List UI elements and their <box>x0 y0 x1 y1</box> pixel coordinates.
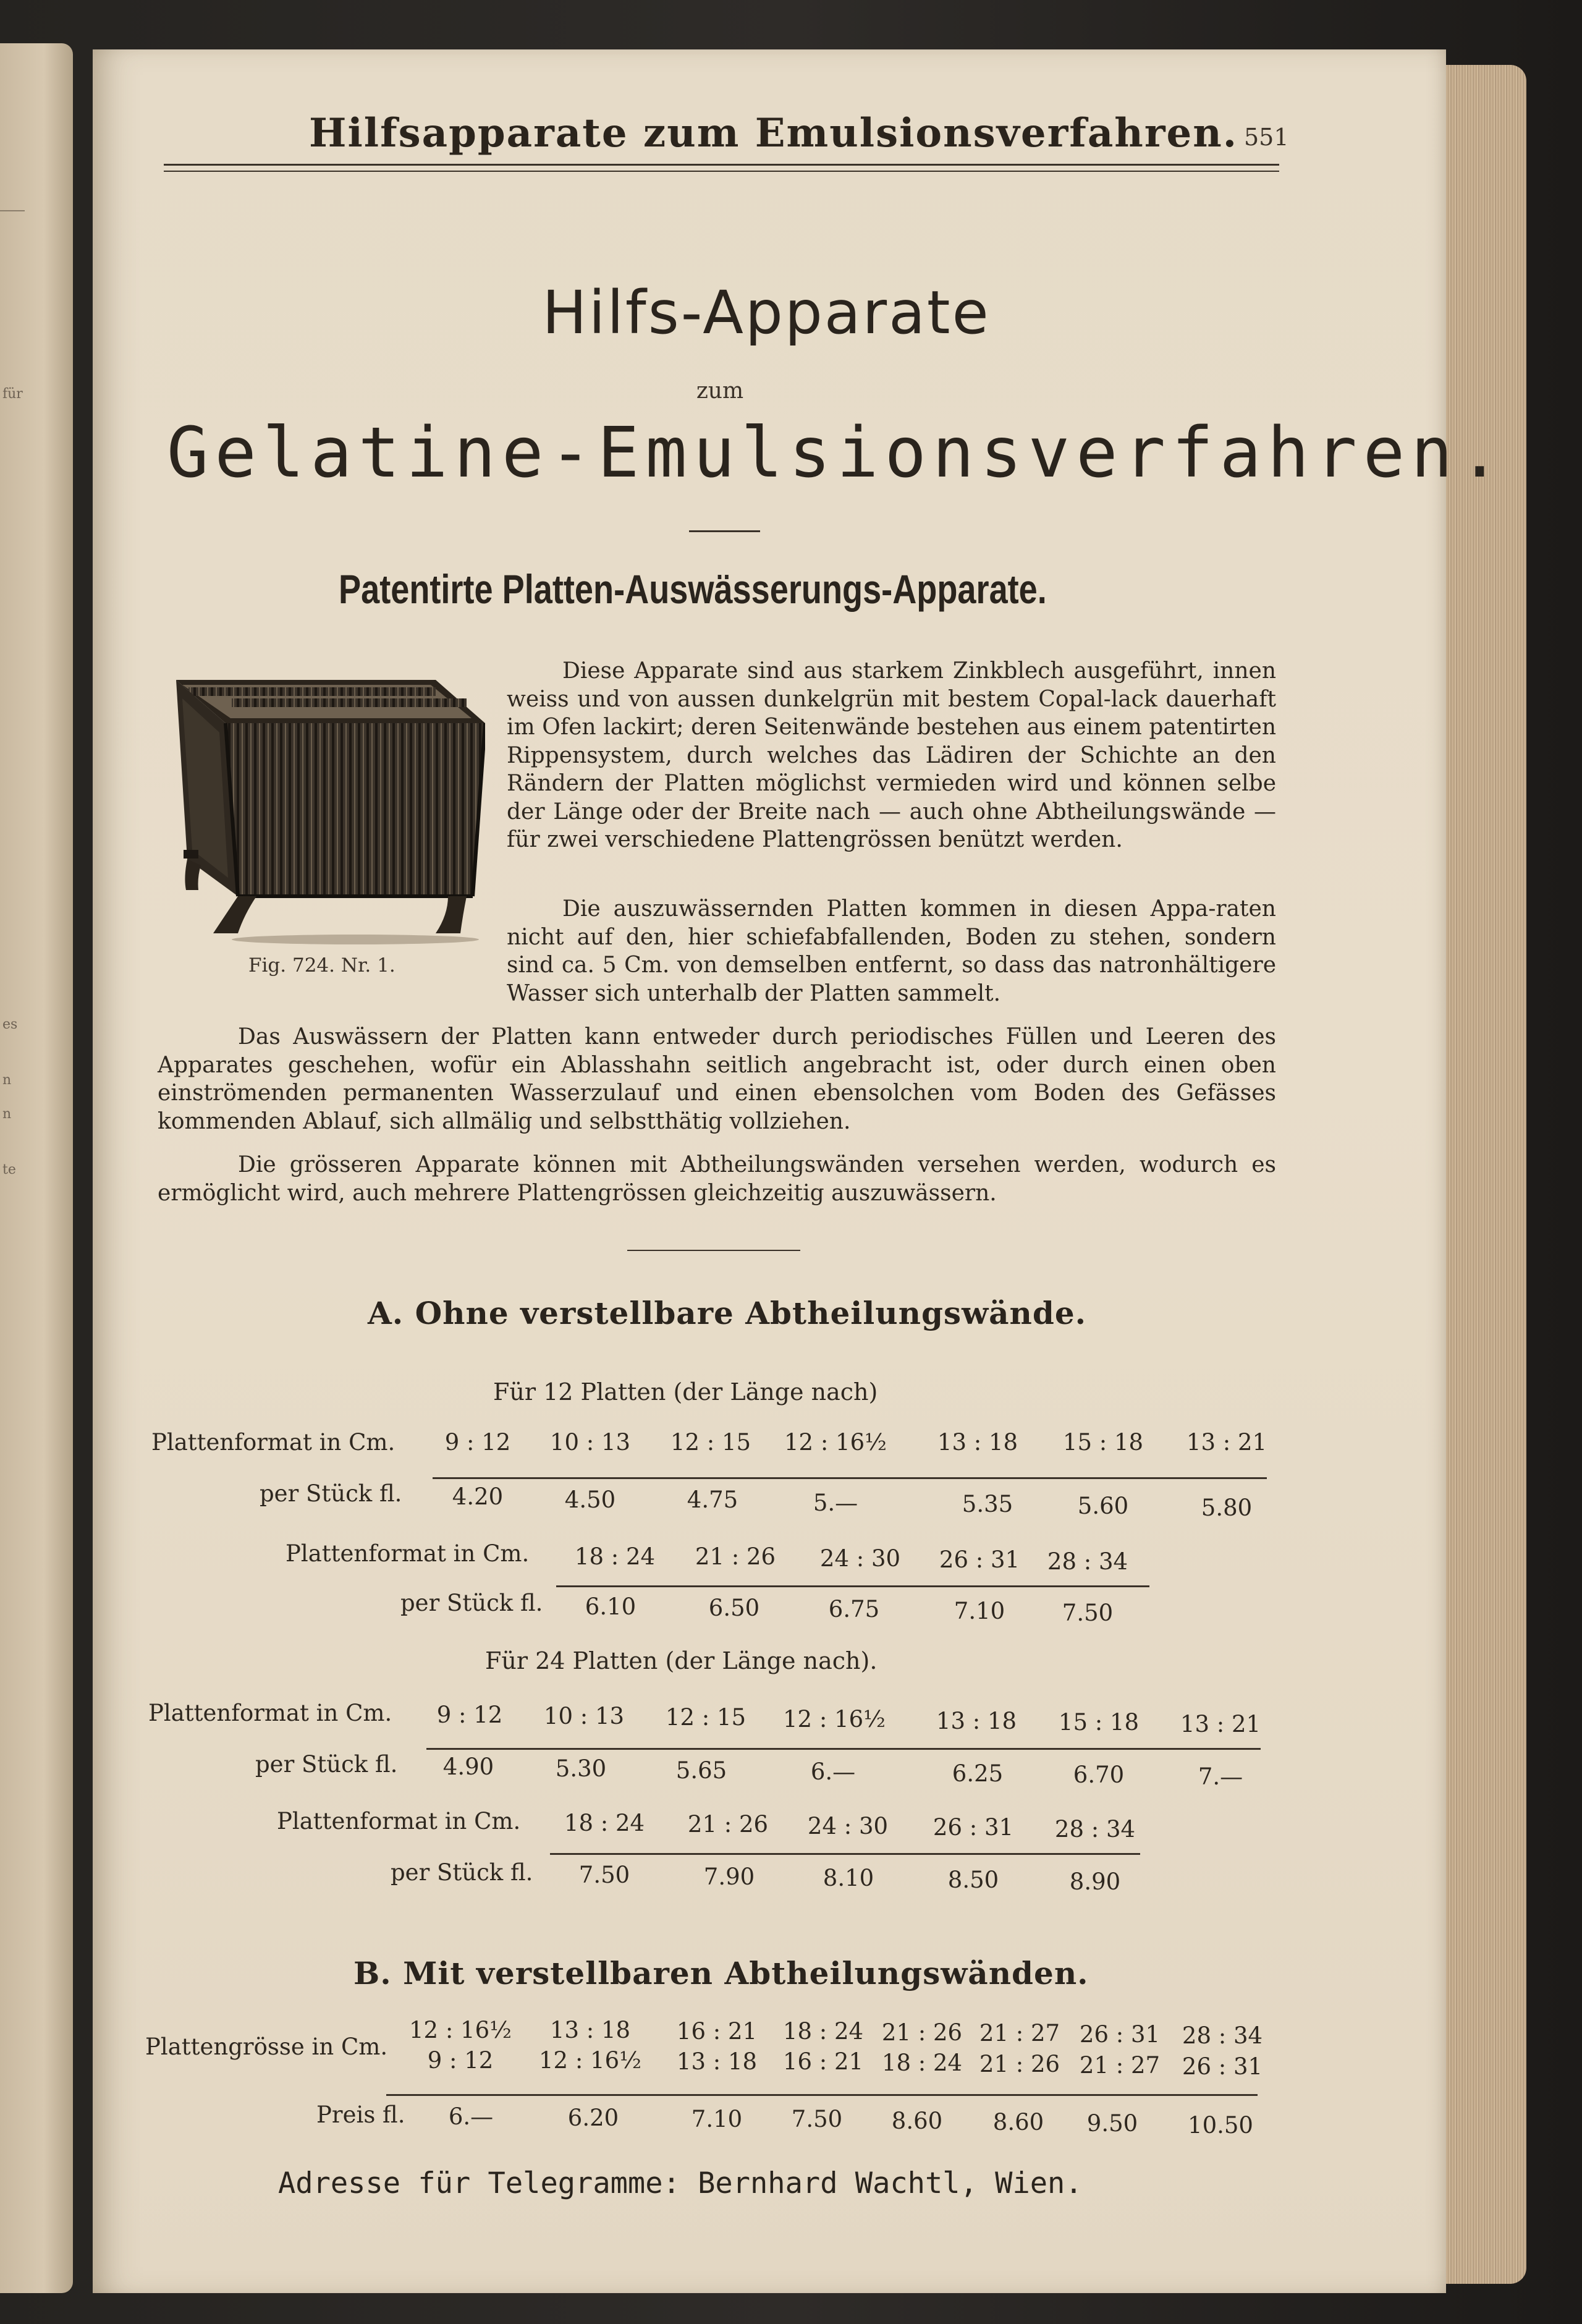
format-label: Plattenformat in Cm. <box>148 1700 392 1726</box>
table-rule <box>426 1748 1261 1750</box>
format-cell: 28 : 34 <box>1047 1548 1128 1575</box>
price-cell: 7.90 <box>703 1864 755 1890</box>
price-cell: 6.10 <box>585 1593 637 1620</box>
size-bottom-cell: 21 : 27 <box>1079 2052 1161 2079</box>
size-top-cell: 18 : 24 <box>782 2018 864 2045</box>
price-label: per Stück fl. <box>255 1751 398 1778</box>
header-rule <box>164 164 1279 166</box>
left-page-rule <box>0 210 25 211</box>
price-label: Preis fl. <box>316 2101 405 2128</box>
size-top-cell: 26 : 31 <box>1079 2021 1161 2048</box>
table-rule <box>550 1853 1140 1855</box>
price-cell: 7.50 <box>1062 1600 1114 1626</box>
price-cell: 5.35 <box>962 1491 1013 1517</box>
price-cell: 5.30 <box>555 1755 607 1782</box>
format-cell: 12 : 16½ <box>782 1706 886 1732</box>
size-top-cell: 21 : 27 <box>979 2020 1060 2046</box>
paragraph-1-text: Diese Apparate sind aus starkem Zinkblech ausgeführt, innen weiss und von aussen dunkelgrün mit bestem Copal-lack dauerhaft im Ofen lackirt; deren Seitenwände bestehen aus einem patentirten Rippensystem, durch welches das Lädiren der Schichte an den Rändern der Platten möglichst vermieden wird und können selbe der Länge oder der Breite nach — auch ohne Abtheilungswände — für zwei verschiedene Plattengrössen benützt werden. <box>507 658 1276 852</box>
price-cell: 4.90 <box>442 1754 494 1780</box>
format-cell: 24 : 30 <box>807 1813 889 1839</box>
left-page-fragment: n <box>2 1072 12 1088</box>
price-cell: 7.50 <box>578 1862 630 1888</box>
price-cell: 5.80 <box>1201 1495 1253 1521</box>
format-cell: 10 : 13 <box>549 1429 631 1456</box>
table-rule <box>556 1585 1149 1587</box>
price-cell: 4.75 <box>687 1486 738 1513</box>
format-cell: 26 : 31 <box>933 1814 1014 1841</box>
paragraph-2 <box>507 895 1276 1007</box>
price-cell: 4.50 <box>564 1486 616 1513</box>
section-a-title: A. Ohne verstellbare Abtheilungswände. <box>368 1295 1087 1331</box>
format-cell: 21 : 26 <box>695 1543 776 1570</box>
format-cell: 9 : 12 <box>444 1429 511 1456</box>
price-cell: 6.— <box>448 2103 494 2130</box>
size-bottom-cell: 16 : 21 <box>782 2048 864 2075</box>
price-label: per Stück fl. <box>260 1480 402 1507</box>
figure-caption: Fig. 724. Nr. 1. <box>248 954 396 977</box>
paragraph-1 <box>507 657 1276 854</box>
price-cell: 6.25 <box>952 1760 1004 1787</box>
paragraph-3-text: Das Auswässern der Platten kann entweder durch periodisches Füllen und Leeren des Apparates geschehen, wofür ein Ablasshahn seitlich angebracht ist, oder durch einen oben einströmenden permanenten Wasserzulauf und einen ebensolchen vom Boden des Gefässes kommenden Ablauf, sich allmälig und selbstthätig vollziehen. <box>158 1024 1276 1134</box>
price-cell: 7.50 <box>791 2106 843 2132</box>
left-page-fragment: für <box>2 386 23 402</box>
section-a-group2-subtitle: Für 24 Platten (der Länge nach). <box>485 1647 878 1674</box>
price-cell: 10.50 <box>1188 2112 1253 2139</box>
price-cell: 8.10 <box>823 1865 874 1891</box>
title-gelatine: Gelatine-Emulsionsverfahren. <box>167 413 1507 493</box>
left-page-fragment: n <box>2 1106 12 1122</box>
title-divider <box>689 530 760 532</box>
price-cell: 8.90 <box>1069 1868 1121 1895</box>
price-cell: 7.10 <box>691 2106 743 2132</box>
price-cell: 5.60 <box>1077 1493 1129 1519</box>
price-label: per Stück fl. <box>391 1859 533 1886</box>
format-cell: 15 : 18 <box>1062 1429 1144 1456</box>
washing-apparatus-figure <box>176 674 485 946</box>
left-page-fragment: es <box>2 1017 18 1032</box>
price-cell: 8.60 <box>992 2109 1044 2135</box>
price-cell: 5.— <box>813 1490 858 1516</box>
section-divider <box>627 1250 800 1251</box>
format-cell: 18 : 24 <box>574 1543 656 1570</box>
size-bottom-cell: 21 : 26 <box>979 2051 1060 2077</box>
format-cell: 26 : 31 <box>939 1546 1020 1573</box>
format-cell: 13 : 21 <box>1186 1429 1267 1456</box>
format-cell: 28 : 34 <box>1054 1816 1136 1843</box>
format-label: Plattenformat in Cm. <box>277 1808 521 1834</box>
size-top-cell: 12 : 16½ <box>408 2017 512 2043</box>
format-cell: 13 : 21 <box>1180 1711 1261 1737</box>
table-rule <box>433 1477 1267 1479</box>
format-cell: 9 : 12 <box>436 1702 503 1728</box>
paragraph-3 <box>158 1023 1276 1135</box>
format-cell: 12 : 16½ <box>784 1429 887 1456</box>
price-cell: 5.65 <box>675 1757 727 1784</box>
section-title: Patentirte Platten-Auswässerungs-Apparate. <box>339 566 1047 612</box>
price-cell: 6.50 <box>708 1595 760 1621</box>
paragraph-4-text: Die grösseren Apparate können mit Abtheilungswänden versehen werden, wodurch es ermöglicht wird, auch mehrere Plattengrössen gleichzeitig auszuwässern. <box>158 1152 1276 1206</box>
table-rule <box>386 2094 1258 2096</box>
running-title: Hilfsapparate zum Emulsionsverfahren. <box>309 110 1238 156</box>
price-cell: 6.— <box>810 1758 856 1785</box>
size-bottom-cell: 18 : 24 <box>881 2050 963 2076</box>
size-top-cell: 16 : 21 <box>676 2018 758 2045</box>
format-cell: 24 : 30 <box>819 1545 901 1572</box>
paragraph-4 <box>158 1151 1276 1207</box>
format-cell: 12 : 15 <box>670 1429 751 1456</box>
format-cell: 15 : 18 <box>1058 1709 1140 1736</box>
size-bottom-cell: 26 : 31 <box>1182 2053 1263 2080</box>
price-cell: 6.75 <box>828 1596 880 1622</box>
price-cell: 8.50 <box>947 1867 999 1893</box>
section-a-group1-subtitle: Für 12 Platten (der Länge nach) <box>493 1378 878 1406</box>
format-cell: 18 : 24 <box>564 1810 645 1836</box>
page-number: 551 <box>1244 124 1289 151</box>
size-label: Plattengrösse in Cm. <box>145 2034 388 2060</box>
format-cell: 21 : 26 <box>687 1811 769 1838</box>
price-cell: 4.20 <box>452 1483 504 1510</box>
section-b-title: B. Mit verstellbaren Abtheilungswänden. <box>353 1955 1089 1991</box>
page-edges <box>1434 65 1526 2284</box>
header-rule-thin <box>164 171 1279 172</box>
price-label: per Stück fl. <box>400 1590 543 1616</box>
title-hilfs-apparate: Hilfs-Apparate <box>542 278 991 347</box>
left-page-fragment: te <box>2 1162 16 1177</box>
format-cell: 13 : 18 <box>936 1708 1017 1734</box>
format-label: Plattenformat in Cm. <box>286 1540 530 1567</box>
size-bottom-cell: 13 : 18 <box>676 2048 758 2075</box>
size-bottom-cell: 12 : 16½ <box>538 2047 642 2074</box>
title-zum: zum <box>696 378 744 404</box>
paragraph-2-text: Die auszuwässernden Platten kommen in diesen Appa-raten nicht auf den, hier schiefabfallenden, Boden zu stehen, sondern sind ca. 5 Cm. von demselben entfernt, so dass das natronhältigere Wasser sich unterhalb der Platten sammelt. <box>507 896 1276 1006</box>
price-cell: 6.70 <box>1073 1762 1125 1788</box>
price-cell: 9.50 <box>1086 2110 1138 2137</box>
format-label: Plattenformat in Cm. <box>151 1429 396 1456</box>
format-cell: 12 : 15 <box>665 1704 747 1731</box>
format-cell: 13 : 18 <box>937 1429 1018 1456</box>
telegram-address: Adresse für Telegramme: Bernhard Wachtl, Wien. <box>278 2166 1083 2200</box>
price-cell: 8.60 <box>891 2108 943 2134</box>
size-top-cell: 13 : 18 <box>549 2017 631 2043</box>
price-cell: 7.— <box>1198 1763 1243 1790</box>
price-cell: 7.10 <box>954 1598 1005 1624</box>
size-bottom-cell: 9 : 12 <box>427 2047 494 2074</box>
size-top-cell: 28 : 34 <box>1182 2022 1263 2049</box>
price-cell: 6.20 <box>567 2105 619 2131</box>
size-top-cell: 21 : 26 <box>881 2019 963 2046</box>
format-cell: 10 : 13 <box>543 1703 625 1729</box>
